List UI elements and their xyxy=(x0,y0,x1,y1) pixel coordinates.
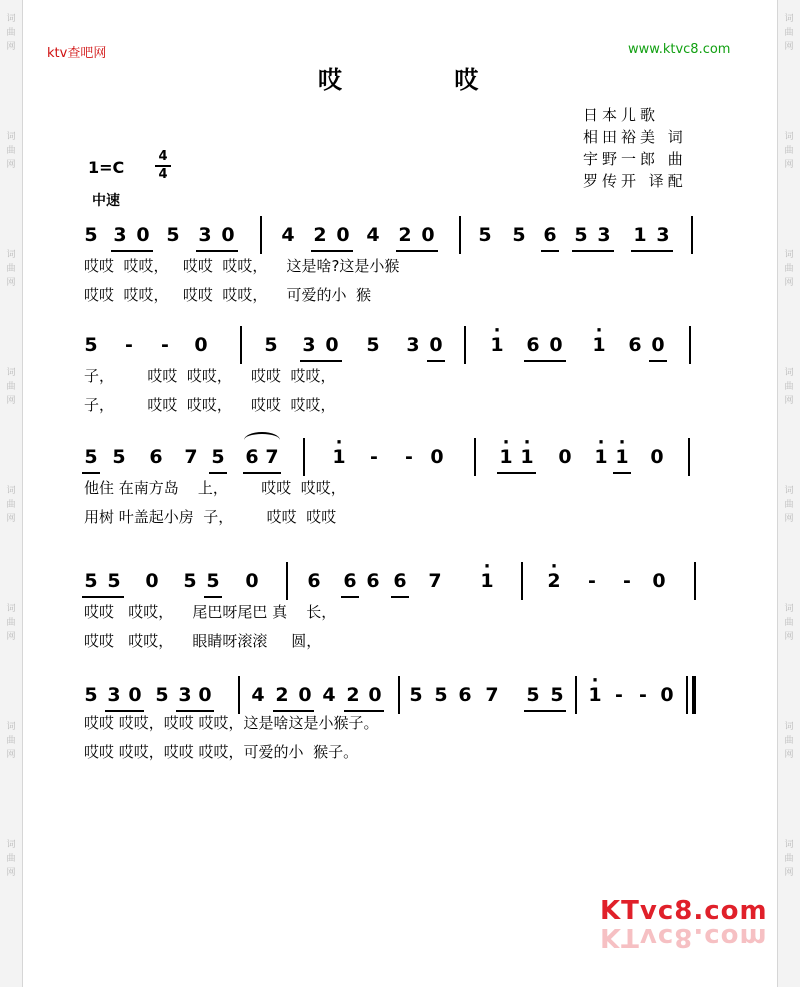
note: 0 xyxy=(298,684,312,706)
note: 6 xyxy=(307,570,321,592)
underline xyxy=(524,710,566,712)
side-watermark-strip-right xyxy=(777,0,800,987)
note: 0 xyxy=(429,334,443,356)
time-signature xyxy=(155,150,171,182)
note: · 1 xyxy=(478,570,496,592)
note: 5 xyxy=(84,684,98,706)
side-watermark: 词曲网 xyxy=(784,486,794,524)
lyrics-verse-2: 哎哎 哎哎， 眼睛呀滚滚 圆， xyxy=(84,632,322,650)
note: · 2 xyxy=(545,570,563,592)
side-watermark: 词曲网 xyxy=(6,250,16,288)
barline xyxy=(691,216,693,254)
note: 5 xyxy=(550,684,564,706)
note: 6 xyxy=(343,570,357,592)
underline xyxy=(82,596,124,598)
note: 6 xyxy=(458,684,472,706)
note: 0 xyxy=(136,224,150,246)
note: · 1 xyxy=(518,446,536,468)
credit-lyricist: 相田裕美 词 xyxy=(583,128,687,146)
note: 4 xyxy=(281,224,295,246)
time-signature-top: 4 xyxy=(158,149,168,164)
note: · 1 xyxy=(613,446,631,468)
note: · 1 xyxy=(592,446,610,468)
side-watermark-strip-left xyxy=(0,0,23,987)
barline xyxy=(575,676,577,714)
side-watermark: 词曲网 xyxy=(6,368,16,406)
note: 0 xyxy=(558,446,572,468)
note: 5 xyxy=(166,224,180,246)
lyrics-verse-2: 用树 叶盖起小房 子， 哎哎 哎哎 xyxy=(84,508,337,526)
note: 3 xyxy=(113,224,127,246)
note: 5 xyxy=(211,446,225,468)
credit-origin: 日本儿歌 xyxy=(583,106,660,124)
underline xyxy=(649,360,667,362)
barline xyxy=(464,326,466,364)
note: 5 xyxy=(107,570,121,592)
note: · 1 xyxy=(488,334,506,356)
note: 5 xyxy=(478,224,492,246)
note: 5 xyxy=(112,446,126,468)
site-logo-reflection: KTvc8.com xyxy=(600,922,768,952)
barline xyxy=(286,562,288,600)
underline xyxy=(541,250,559,252)
underline xyxy=(391,596,409,598)
barline xyxy=(688,438,690,476)
note: 6 xyxy=(366,570,380,592)
note: 0 xyxy=(430,446,444,468)
note: 5 xyxy=(84,334,98,356)
underline xyxy=(341,596,359,598)
note: 0 xyxy=(198,684,212,706)
final-barline xyxy=(692,676,696,714)
note: 5 xyxy=(84,446,98,468)
note: · 1 xyxy=(590,334,608,356)
underline xyxy=(427,360,445,362)
note: - xyxy=(161,334,169,356)
note: 2 xyxy=(398,224,412,246)
barline xyxy=(303,438,305,476)
underline xyxy=(524,360,566,362)
barline xyxy=(686,676,688,714)
note: 5 xyxy=(434,684,448,706)
note: 5 xyxy=(84,224,98,246)
note: 2 xyxy=(275,684,289,706)
note: 6 xyxy=(245,446,259,468)
note: 6 xyxy=(149,446,163,468)
note: 7 xyxy=(485,684,499,706)
note: 5 xyxy=(574,224,588,246)
barline xyxy=(474,438,476,476)
note: 7 xyxy=(265,446,279,468)
side-watermark: 词曲网 xyxy=(784,250,794,288)
note: 7 xyxy=(184,446,198,468)
barline xyxy=(240,326,242,364)
note: 5 xyxy=(512,224,526,246)
underline xyxy=(196,250,238,252)
side-watermark: 词曲网 xyxy=(6,132,16,170)
note: 2 xyxy=(346,684,360,706)
barline xyxy=(459,216,461,254)
side-watermark: 词曲网 xyxy=(784,368,794,406)
barline xyxy=(260,216,262,254)
note: 3 xyxy=(107,684,121,706)
note: 6 xyxy=(628,334,642,356)
note: 0 xyxy=(194,334,208,356)
note: 5 xyxy=(155,684,169,706)
note: 0 xyxy=(651,334,665,356)
side-watermark: 词曲网 xyxy=(6,14,16,52)
underline xyxy=(631,250,673,252)
note: 5 xyxy=(409,684,423,706)
credit-translator: 罗传开 译配 xyxy=(583,172,687,190)
side-watermark: 词曲网 xyxy=(784,14,794,52)
lyrics-verse-1: 他住 在南方岛 上， 哎哎 哎哎， xyxy=(84,479,346,497)
note: 3 xyxy=(656,224,670,246)
side-watermark: 词曲网 xyxy=(6,840,16,878)
key-signature: 1=C xyxy=(88,158,125,177)
note: 4 xyxy=(251,684,265,706)
side-watermark: 词曲网 xyxy=(6,486,16,524)
note: - xyxy=(588,570,596,592)
lyrics-verse-1: 子， 哎哎 哎哎， 哎哎 哎哎， xyxy=(84,367,336,385)
note: 0 xyxy=(221,224,235,246)
underline xyxy=(111,250,153,252)
note: 5 xyxy=(84,570,98,592)
note: - xyxy=(405,446,413,468)
lyrics-verse-1: 哎哎 哎哎，哎哎 哎哎，这是啥这是小猴子。 xyxy=(84,714,379,732)
barline xyxy=(398,676,400,714)
note: 5 xyxy=(526,684,540,706)
note: 0 xyxy=(650,446,664,468)
barline xyxy=(694,562,696,600)
note: - xyxy=(639,684,647,706)
side-watermark: 词曲网 xyxy=(784,604,794,642)
note: 3 xyxy=(198,224,212,246)
side-watermark: 词曲网 xyxy=(784,840,794,878)
side-watermark: 词曲网 xyxy=(784,722,794,760)
note: 4 xyxy=(322,684,336,706)
underline xyxy=(613,472,631,474)
barline xyxy=(521,562,523,600)
note: 0 xyxy=(336,224,350,246)
underline xyxy=(396,250,438,252)
note: 4 xyxy=(366,224,380,246)
barline xyxy=(238,676,240,714)
lyrics-verse-2: 哎哎 哎哎， 哎哎 哎哎， 可爱的小 猴 xyxy=(84,286,371,304)
note: 0 xyxy=(549,334,563,356)
note: 7 xyxy=(428,570,442,592)
side-watermark: 词曲网 xyxy=(6,604,16,642)
note: · 1 xyxy=(497,446,515,468)
note: 5 xyxy=(366,334,380,356)
note: 0 xyxy=(325,334,339,356)
note: 0 xyxy=(128,684,142,706)
note: 1 xyxy=(633,224,647,246)
tempo-marking: 中速 xyxy=(92,193,120,209)
note: · 1 xyxy=(586,684,604,706)
side-watermark: 词曲网 xyxy=(6,722,16,760)
note: - xyxy=(615,684,623,706)
note: 3 xyxy=(406,334,420,356)
lyrics-verse-1: 哎哎 哎哎， 哎哎 哎哎， 这是啥?这是小猴 xyxy=(84,257,400,275)
site-link-right[interactable]: www.ktvc8.com xyxy=(628,42,731,57)
note: 6 xyxy=(526,334,540,356)
underline xyxy=(311,250,353,252)
time-signature-bottom: 4 xyxy=(158,167,168,182)
underline xyxy=(497,472,536,474)
credits-block xyxy=(583,104,687,192)
note: 6 xyxy=(543,224,557,246)
note: 3 xyxy=(302,334,316,356)
site-logo: KTvc8.com xyxy=(600,896,768,926)
underline xyxy=(243,472,281,474)
note: 0 xyxy=(245,570,259,592)
note: 0 xyxy=(145,570,159,592)
underline xyxy=(204,596,222,598)
lyrics-verse-1: 哎哎 哎哎， 尾巴呀尾巴 真 长， xyxy=(84,603,337,621)
underline xyxy=(209,472,227,474)
note: · 1 xyxy=(330,446,348,468)
note: 0 xyxy=(652,570,666,592)
lyrics-verse-2: 哎哎 哎哎，哎哎 哎哎，可爱的小 猴子。 xyxy=(84,743,359,761)
side-watermark: 词曲网 xyxy=(784,132,794,170)
barline xyxy=(689,326,691,364)
note: - xyxy=(370,446,378,468)
note: 5 xyxy=(206,570,220,592)
song-title: 哎 哎 xyxy=(318,66,531,94)
credit-composer: 宇野一郎 曲 xyxy=(583,150,687,168)
underline xyxy=(572,250,614,252)
note: - xyxy=(125,334,133,356)
underline xyxy=(82,472,100,474)
note: 5 xyxy=(264,334,278,356)
lyrics-verse-2: 子， 哎哎 哎哎， 哎哎 哎哎， xyxy=(84,396,336,414)
note: 3 xyxy=(597,224,611,246)
note: 0 xyxy=(421,224,435,246)
note: 0 xyxy=(368,684,382,706)
note: - xyxy=(623,570,631,592)
note: 6 xyxy=(393,570,407,592)
slur xyxy=(244,432,280,448)
note: 5 xyxy=(183,570,197,592)
note: 0 xyxy=(660,684,674,706)
site-link-left[interactable]: ktv查吧网 xyxy=(47,46,107,61)
underline xyxy=(300,360,342,362)
note: 2 xyxy=(313,224,327,246)
note: 3 xyxy=(178,684,192,706)
